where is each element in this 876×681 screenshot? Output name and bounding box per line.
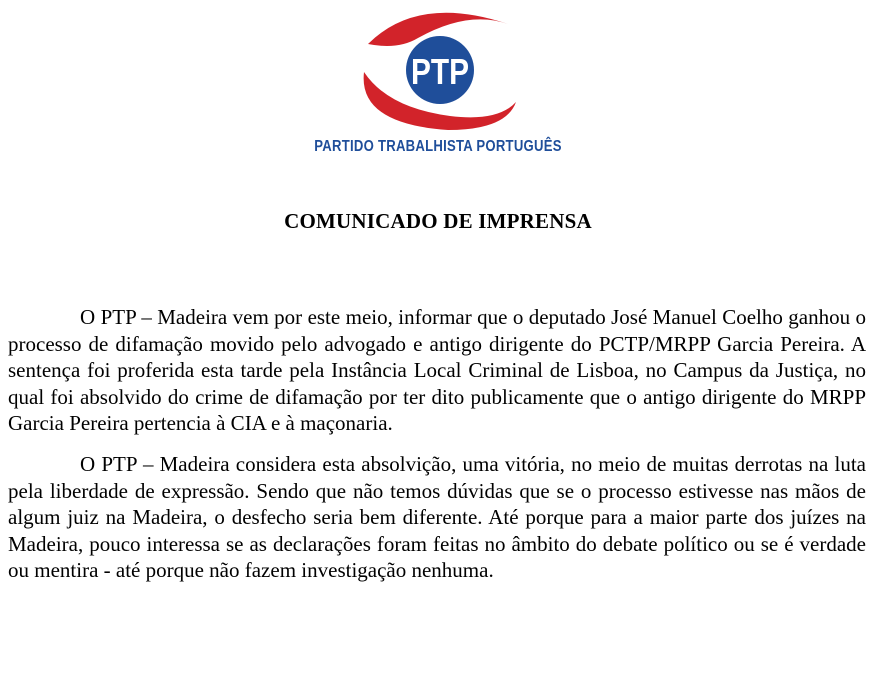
- document-body: [8, 304, 866, 584]
- party-name: PARTIDO TRABALHISTA PORTUGUÊS: [314, 138, 562, 155]
- ptp-logo-icon: [348, 4, 528, 134]
- logo-text: PTP: [411, 51, 469, 92]
- document-title: COMUNICADO DE IMPRENSA: [284, 209, 592, 233]
- paragraph-2: O PTP – Madeira considera esta absolvição, uma vitória, no meio de muitas derrotas na luta pela liberdade de expressão. Sendo que não temos dúvidas que se o processo estivesse nas mãos de algum juiz na Madeira, o desfecho seria bem diferente. Até porque para a maior parte dos juízes na Madeira, pouco interessa se as declarações foram feitas no âmbito do debate político ou se é verdade ou mentira - até porque não fazem investigação nenhuma.: [8, 451, 866, 583]
- paragraph-1: O PTP – Madeira vem por este meio, informar que o deputado José Manuel Coelho ganhou o processo de difamação movido pelo advogado e antigo dirigente do PCTP/MRPP Garcia Pereira. A sentença foi proferida esta tarde pela Instância Local Criminal de Lisboa, no Campus da Justiça, no qual foi absolvido do crime de difamação por ter dito publicamente que o antigo dirigente do MRPP Garcia Pereira pertencia à CIA e à maçonaria.: [8, 305, 866, 436]
